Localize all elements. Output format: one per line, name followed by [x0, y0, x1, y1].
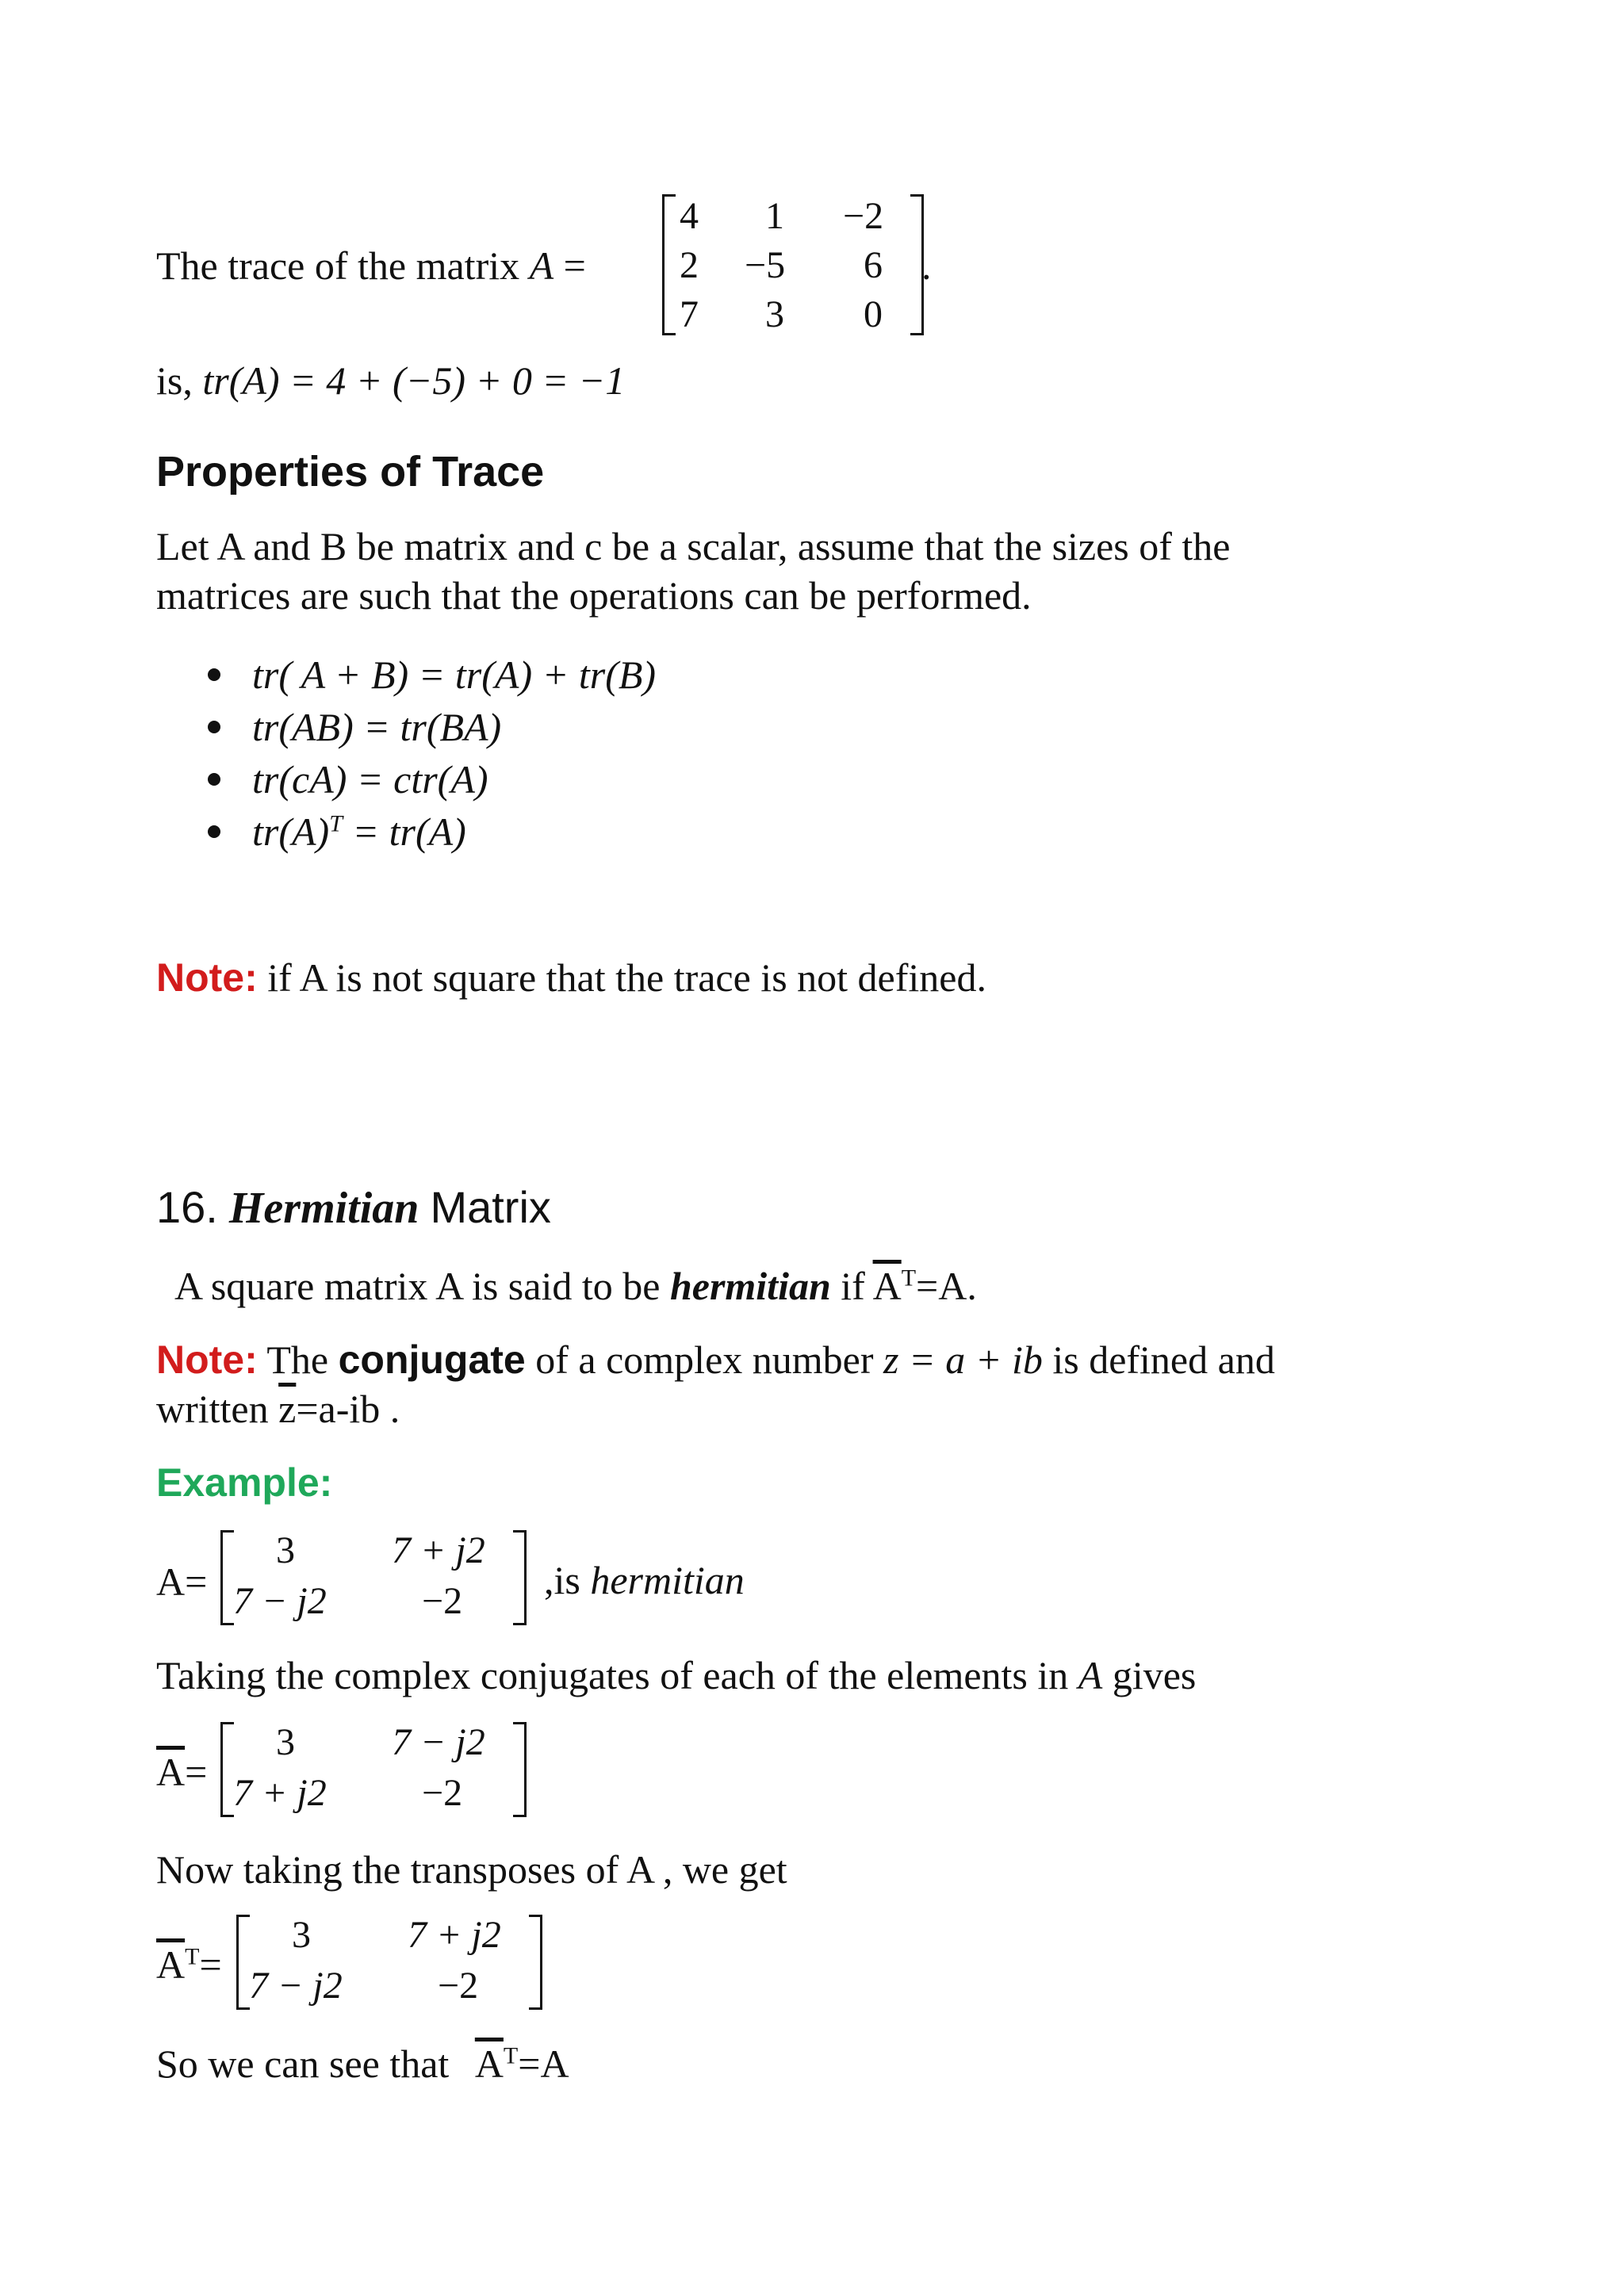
left-bracket	[662, 194, 676, 335]
matrix-cell: 7 − j2	[249, 1965, 343, 2007]
bullet-dot	[208, 773, 220, 786]
matrix-cell: 3	[765, 293, 784, 335]
property-item: tr(cA) = ctr(A)	[252, 757, 488, 802]
matrix-cell: 6	[864, 244, 883, 286]
properties-heading: Properties of Trace	[156, 448, 545, 496]
left-bracket	[220, 1722, 234, 1817]
at-symbol: $\overline{A}$	[156, 1942, 186, 1987]
trace-note	[156, 955, 986, 1000]
conj-end: gives	[1112, 1653, 1197, 1697]
matrix-cell: 3	[292, 1914, 311, 1956]
matrix-Abar	[220, 1722, 527, 1817]
conclusion-sup: T	[503, 2042, 519, 2069]
hermitian-heading	[156, 1182, 551, 1233]
matrix-A-label: A=	[156, 1559, 208, 1604]
matrix-cell: −2	[843, 195, 884, 237]
hermitian-definition	[174, 1266, 977, 1306]
matrix-A	[220, 1530, 527, 1625]
suffix-hermitian: hermitian	[590, 1558, 745, 1602]
trace-matrix	[662, 194, 924, 335]
conclusion-end: =A	[518, 2042, 569, 2086]
example-label: Example:	[156, 1460, 333, 1505]
conclusion-pre: So we can see that	[156, 2042, 450, 2086]
left-bracket	[236, 1915, 250, 2010]
conjugate-note-line2	[156, 1389, 400, 1429]
matrix-cell: 3	[276, 1721, 295, 1763]
definition-prefix: A square matrix A is said to be	[174, 1264, 661, 1308]
conclusion-sentence	[156, 2044, 569, 2084]
matrix-cell: −2	[422, 1772, 463, 1814]
trace-result-prefix: is,	[156, 358, 193, 403]
abar-eq: =	[185, 1750, 208, 1794]
definition-sup: T	[901, 1265, 917, 1292]
matrix-cell: 0	[864, 293, 883, 335]
definition-end: =A.	[916, 1264, 977, 1308]
abar-symbol: $\overline{A}$	[156, 1750, 186, 1794]
right-bracket	[529, 1915, 542, 2010]
property-item-rest: = tr(A)	[342, 809, 466, 854]
bullet-dot	[208, 721, 220, 733]
definition-word: hermitian	[669, 1264, 831, 1308]
definition-if: if	[841, 1264, 865, 1308]
note-line2-pre: written	[156, 1387, 269, 1431]
matrix-cell: 4	[680, 195, 699, 237]
matrix-cell: 7 − j2	[392, 1721, 485, 1763]
heading-word: Hermitian	[228, 1184, 419, 1233]
properties-intro-line2: matrices are such that the operations can be performed.	[156, 573, 1032, 618]
left-bracket	[220, 1530, 234, 1625]
matrix-cell: 7 + j2	[233, 1772, 327, 1814]
trace-result	[156, 358, 626, 403]
matrix-AT	[236, 1915, 542, 2010]
matrix-cell: 1	[765, 195, 784, 237]
matrix-cell: 7 − j2	[233, 1580, 327, 1622]
matrix-A-suffix	[544, 1560, 745, 1600]
bullet-dot	[208, 668, 220, 681]
transpose-sentence: Now taking the transposes of A , we get	[156, 1847, 787, 1892]
note-mid: of a complex number	[525, 1337, 874, 1382]
matrix-cell: −2	[438, 1965, 479, 2007]
note-label: Note:	[156, 955, 258, 1000]
right-bracket	[513, 1530, 527, 1625]
heading-number: 16.	[156, 1182, 218, 1232]
note-conjugate: conjugate	[338, 1337, 526, 1382]
note-text: if A is not square that the trace is not defined.	[257, 955, 986, 1000]
note-line2-z: $\overline{z}$	[278, 1387, 297, 1431]
property-item-sup: T	[329, 810, 343, 837]
trace-symbol: A	[529, 243, 554, 288]
conj-pre: Taking the complex conjugates of each of the elements in	[156, 1653, 1069, 1697]
property-item: tr(AB) = tr(BA)	[252, 705, 502, 749]
matrix-cell: 7	[680, 293, 699, 335]
matrix-cell: −5	[745, 244, 786, 286]
note-expr: z = a + ib	[883, 1337, 1043, 1382]
trace-intro-text: The trace of the matrix	[156, 243, 520, 288]
conclusion-A: $\overline{A}$	[474, 2042, 504, 2086]
properties-intro-line1: Let A and B be matrix and c be a scalar, assume that the sizes of the	[156, 524, 1231, 568]
at-sup: T	[185, 1943, 200, 1970]
conj-sym: A	[1078, 1653, 1103, 1697]
matrix-AT-label	[156, 1942, 222, 1987]
trace-period: .	[921, 243, 932, 288]
matrix-cell: 2	[680, 244, 699, 286]
heading-rest: Matrix	[430, 1182, 551, 1232]
property-item	[252, 809, 466, 854]
bullet-dot	[208, 825, 220, 838]
note-label: Note:	[156, 1337, 258, 1382]
matrix-Abar-label	[156, 1752, 207, 1792]
matrix-cell: 3	[276, 1529, 295, 1571]
note-line2-end: =a-ib .	[296, 1387, 400, 1431]
suffix-comma-is: ,is	[544, 1558, 580, 1602]
trace-result-expr: tr(A) = 4 + (−5) + 0 = −1	[202, 358, 626, 403]
property-item-base: tr(A)	[252, 809, 330, 854]
matrix-cell: 7 + j2	[392, 1529, 485, 1571]
note-end: is defined and	[1052, 1337, 1275, 1382]
trace-equals: =	[563, 243, 586, 288]
property-item: tr( A + B) = tr(A) + tr(B)	[252, 652, 657, 697]
right-bracket	[513, 1722, 527, 1817]
at-eq: =	[199, 1942, 222, 1987]
definition-expr: $\overline{A}$	[872, 1264, 902, 1308]
matrix-cell: −2	[422, 1580, 463, 1622]
conjugate-note-line1	[156, 1337, 1275, 1382]
conjugates-sentence	[156, 1655, 1196, 1695]
note-the: The	[257, 1337, 329, 1382]
matrix-cell: 7 + j2	[408, 1914, 501, 1956]
trace-intro	[156, 243, 586, 288]
